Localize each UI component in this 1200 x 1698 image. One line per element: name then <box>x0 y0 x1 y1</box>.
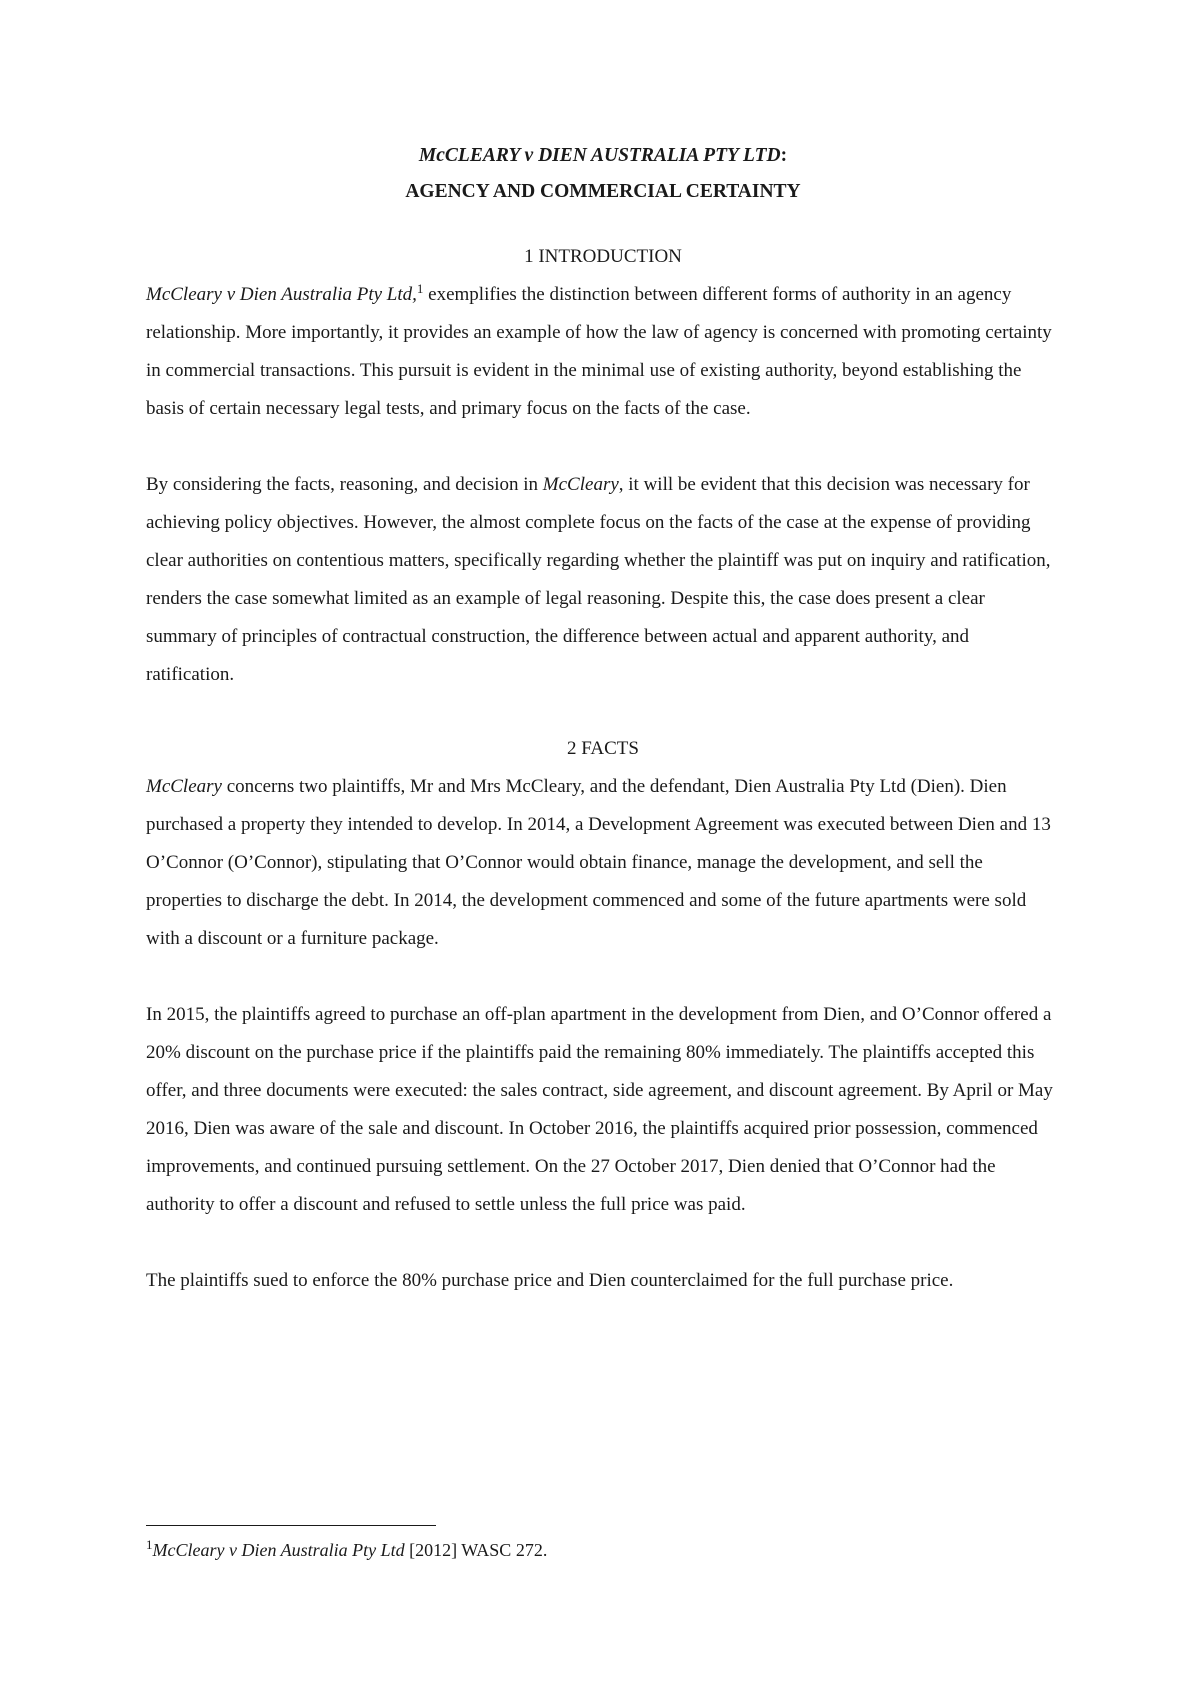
intro-paragraph-2-after: , it will be evident that this decision was necessary for achieving policy objectives. However, the almost complete focus on the facts of the case at the expense of providing clear authorities on contentious matters, specifically regarding whether the plaintiff was put on inquiry and ratification, renders the case somewhat limited as an example of legal reasoning. Despite this, the case does present a clear summary of principles of contractual construction, the difference between actual and apparent authority, and ratification. <box>146 474 1051 685</box>
title-subtitle: AGENCY AND COMMERCIAL CERTAINTY <box>405 181 801 202</box>
facts-paragraph-1 <box>146 768 1060 958</box>
intro-case-name: McCleary v Dien Australia Pty Ltd, <box>146 284 417 305</box>
title-colon: : <box>780 145 788 166</box>
footnote-number: 1 <box>146 1537 153 1552</box>
document-title <box>146 138 1060 210</box>
title-case-name: McCLEARY v DIEN AUSTRALIA PTY LTD <box>418 145 781 166</box>
intro-paragraph-2 <box>146 466 1060 694</box>
footnote-citation: [2012] WASC 272. <box>404 1540 548 1560</box>
heading-facts: 2 FACTS <box>567 738 639 759</box>
intro-paragraph-2-case: McCleary <box>542 474 619 495</box>
title-line-1 <box>146 138 1060 174</box>
facts-paragraph-2: In 2015, the plaintiffs agreed to purchase an off-plan apartment in the development from Dien, and O’Connor offered a 20% discount on the purchase price if the plaintiffs paid the remaining 80% immediately. The plaintiffs accepted this offer, and three documents were executed: the sales contract, side agreement, and discount agreement. By April or May 2016, Dien was aware of the sale and discount. In October 2016, the plaintiffs acquired prior possession, commenced improvements, and continued pursuing settlement. On the 27 October 2017, Dien denied that O’Connor had the authority to offer a discount and refused to settle unless the full price was paid. <box>146 1004 1053 1215</box>
footnote-divider <box>146 1525 436 1526</box>
heading-introduction: 1 INTRODUCTION <box>524 246 682 267</box>
document-body <box>146 138 1060 1300</box>
footnote-1 <box>146 1535 547 1565</box>
facts-paragraph-1-text: concerns two plaintiffs, Mr and Mrs McCleary, and the defendant, Dien Australia Pty Ltd (Dien). Dien purchased a property they intended to develop. In 2014, a Development Agreement was executed between Dien and 13 O’Connor (O’Connor), stipulating that O’Connor would obtain finance, manage the development, and sell the properties to discharge the debt. In 2014, the development commenced and some of the future apartments were sold with a discount or a furniture package. <box>146 776 1051 949</box>
facts-paragraph-3: The plaintiffs sued to enforce the 80% purchase price and Dien counterclaimed for the full purchase price. <box>146 1270 954 1291</box>
intro-paragraph-1-text: exemplifies the distinction between different forms of authority in an agency relationship. More importantly, it provides an example of how the law of agency is concerned with promoting certainty in commercial transactions. This pursuit is evident in the minimal use of existing authority, beyond establishing the basis of certain necessary legal tests, and primary focus on the facts of the case. <box>146 284 1052 419</box>
intro-paragraph-2-before: By considering the facts, reasoning, and decision in <box>146 474 543 495</box>
footnote-reference[interactable]: 1 <box>416 281 424 296</box>
facts-case-name: McCleary <box>146 776 222 797</box>
footnote-case-name: McCleary v Dien Australia Pty Ltd <box>152 1540 405 1560</box>
intro-paragraph-1 <box>146 276 1060 428</box>
